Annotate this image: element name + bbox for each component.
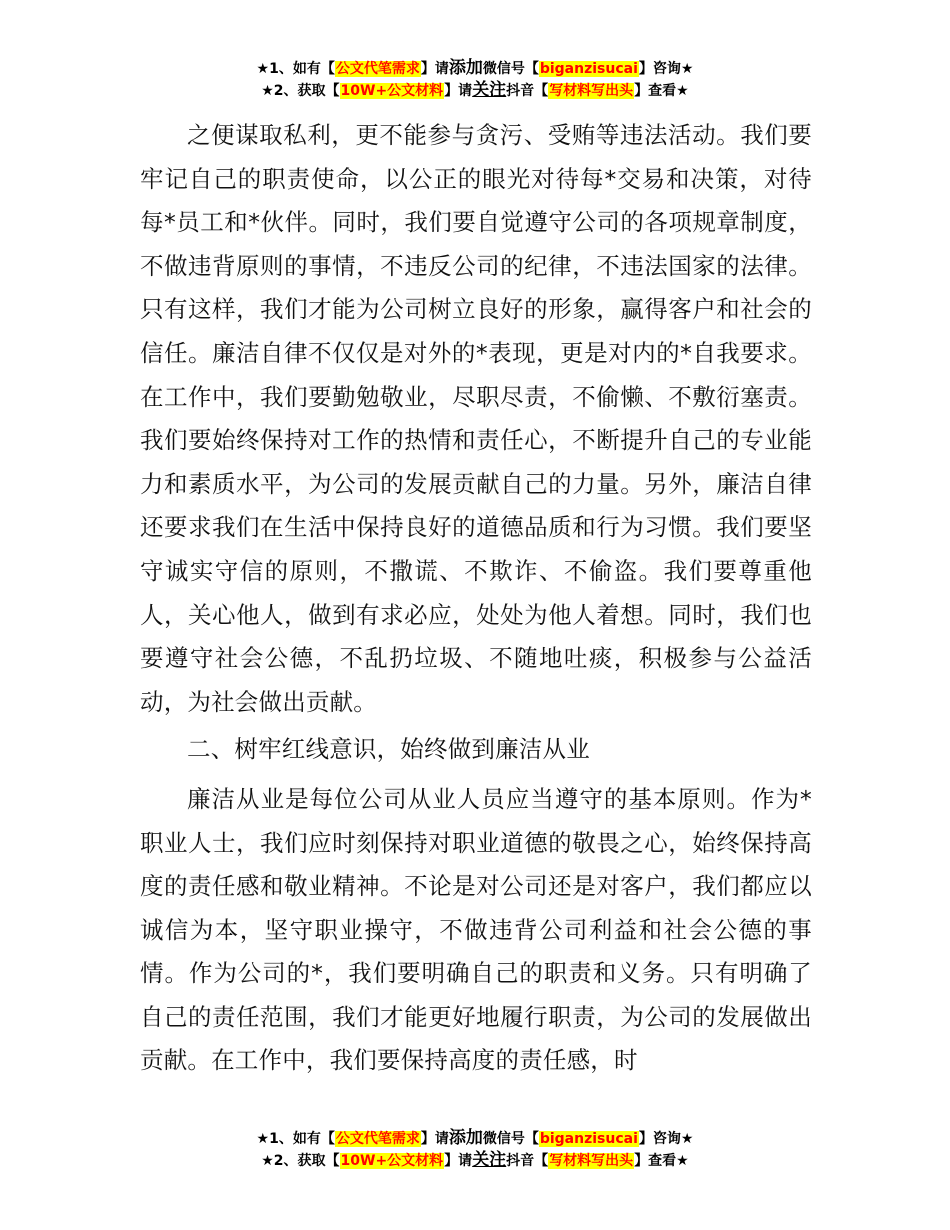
paragraph: 廉洁从业是每位公司从业人员应当遵守的基本原则。作为*职业人士，我们应时刻保持对职业道德的敬畏之心，始终保持高度的责任感和敬业精神。不论是对公司还是对客户，我们都应以诚信为本，坚守职业操守，不做违背公司利益和社会公德的事情。作为公司的*，我们要明确自己的职责和义务。只有明确了自己的责任范围，我们才能更好地履行职责，为公司的发展做出贡献。在工作中，我们要保持高度的责任感，时 [140,784,812,1075]
banner-text: ★2、获取【 [261,1153,340,1169]
banner-text: ★1、如有【 [256,61,335,77]
materials-highlight: 10W+公文材料 [340,83,444,99]
banner-line-1 [0,1127,950,1149]
header-banner [0,57,950,101]
service-highlight: 公文代笔需求 [335,1131,420,1147]
banner-text: 微信号【 [482,1131,539,1147]
service-highlight: 公文代笔需求 [335,61,420,77]
banner-text: 】请 [420,1131,449,1147]
banner-text: 】请 [444,83,473,99]
banner-emphasis: 关注 [472,80,507,100]
section-heading: 二、树牢红线意识，始终做到廉洁从业 [187,735,590,764]
banner-text: 】咨询★ [638,1131,694,1147]
douyin-highlight: 写材料写出头 [549,1153,634,1169]
document-body [140,114,812,1083]
banner-emphasis: 关注 [472,1150,507,1170]
banner-line-1 [0,57,950,79]
banner-emphasis: 添加 [448,1128,483,1148]
douyin-highlight: 写材料写出头 [549,83,634,99]
banner-text: 】查看★ [634,1153,689,1169]
banner-text: 】查看★ [634,83,689,99]
banner-line-2 [0,1149,950,1171]
banner-text: 】咨询★ [638,61,694,77]
banner-text: ★2、获取【 [261,83,340,99]
banner-text: ★1、如有【 [256,1131,335,1147]
banner-line-2 [0,79,950,101]
footer-banner [0,1127,950,1171]
paragraph: 之便谋取私利，更不能参与贪污、受贿等违法活动。我们要牢记自己的职责使命，以公正的眼光对待每*交易和决策，对待每*员工和*伙伴。同时，我们要自觉遵守公司的各项规章制度，不做违背原则的事情，不违反公司的纪律，不违法国家的法律。只有这样，我们才能为公司树立良好的形象，赢得客户和社会的信任。廉洁自律不仅仅是对外的*表现，更是对内的*自我要求。在工作中，我们要勤勉敬业，尽职尽责，不偷懒、不敷衍塞责。我们要始终保持对工作的热情和责任心，不断提升自己的专业能力和素质水平，为公司的发展贡献自己的力量。另外，廉洁自律还要求我们在生活中保持良好的道德品质和行为习惯。我们要坚守诚实守信的原则，不撒谎、不欺诈、不偷盗。我们要尊重他人，关心他人，做到有求必应，处处为他人着想。同时，我们也要遵守社会公德，不乱扔垃圾、不随地吐痰，积极参与公益活动，为社会做出贡献。 [140,121,812,716]
banner-text: 抖音【 [506,1153,549,1169]
banner-text: 】请 [444,1153,473,1169]
wechat-id-highlight: biganzisucai [539,1131,638,1147]
banner-text: 】请 [420,61,449,77]
banner-emphasis: 添加 [448,58,483,78]
banner-text: 抖音【 [506,83,549,99]
banner-text: 微信号【 [482,61,539,77]
wechat-id-highlight: biganzisucai [539,61,638,77]
materials-highlight: 10W+公文材料 [340,1153,444,1169]
